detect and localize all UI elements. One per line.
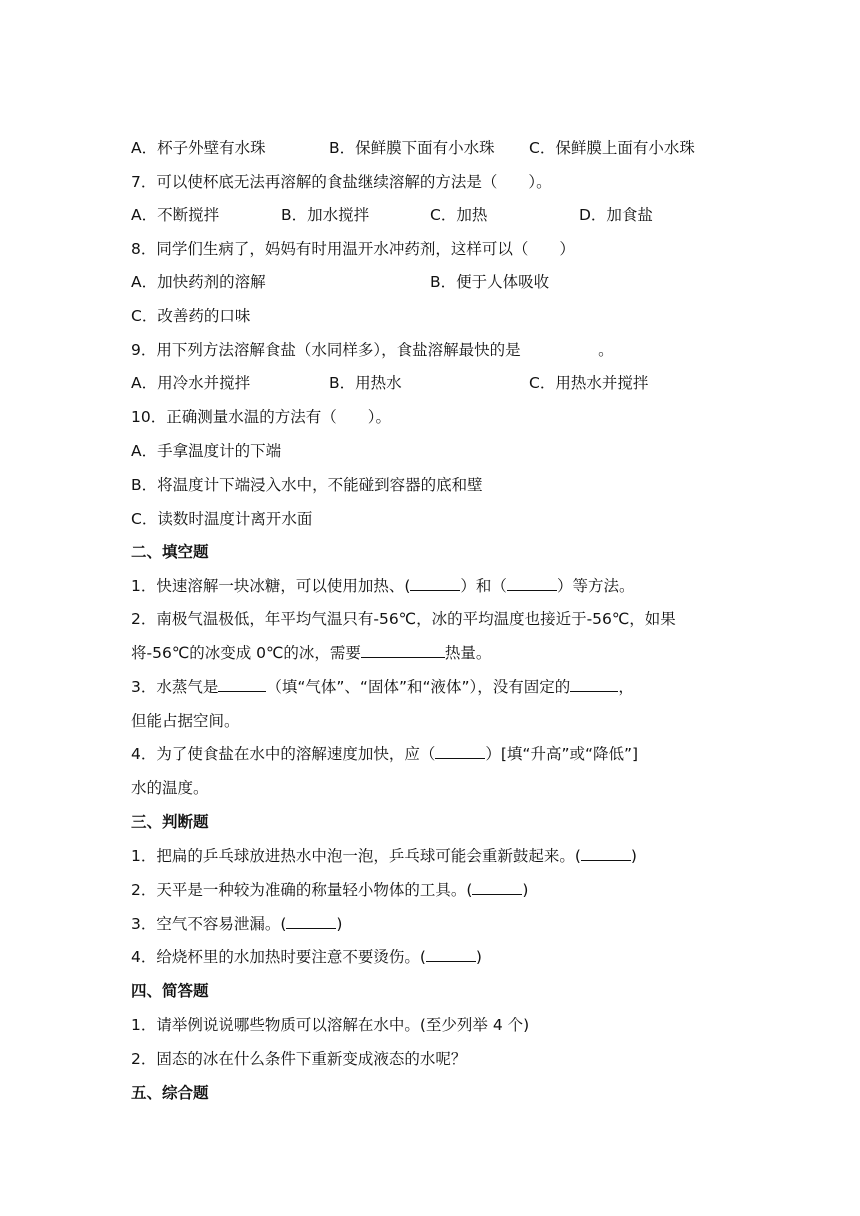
- fill-q1-text-b: ）和（: [460, 577, 507, 595]
- fill-q3-blank-1[interactable]: [218, 677, 266, 692]
- q10-option-c: C．读数时温度计离开水面: [131, 510, 313, 528]
- fill-q3-text-c: ，: [618, 678, 634, 696]
- q7-option-c: C．加热: [430, 206, 488, 224]
- fill-q4-line1: [131, 744, 638, 764]
- fill-q2-line1: 2．南极气温极低，年平均气温只有-56℃，冰的平均温度也接近于-56℃，如果: [131, 610, 676, 628]
- fill-q2-text-b: 热量。: [444, 644, 492, 662]
- q10-stem: 10．正确测量水温的方法有（ ）。: [131, 408, 391, 426]
- fill-q1-blank-2[interactable]: [507, 576, 557, 591]
- judge-q1: [131, 846, 637, 866]
- q6-option-c: C．保鲜膜上面有小水珠: [529, 139, 695, 157]
- q6-option-b: B．保鲜膜下面有小水珠: [329, 139, 495, 157]
- judge-q2-close: ): [522, 881, 529, 899]
- judge-q1-close: ): [630, 847, 637, 865]
- judge-q3-blank[interactable]: [286, 914, 336, 929]
- judge-q3: [131, 914, 342, 934]
- judge-q4-blank[interactable]: [426, 947, 476, 962]
- q6-option-a: A．杯子外壁有水珠: [131, 139, 266, 157]
- judge-q1-blank[interactable]: [581, 846, 631, 861]
- fill-q3-blank-2[interactable]: [570, 677, 618, 692]
- fill-q1: [131, 576, 634, 596]
- q8-option-a: A．加快药剂的溶解: [131, 273, 266, 291]
- q7-stem: 7．可以使杯底无法再溶解的食盐继续溶解的方法是（ ）。: [131, 173, 552, 191]
- q9-option-b: B．用热水: [329, 374, 402, 392]
- judge-q4-text: 4．给烧杯里的水加热时要注意不要烫伤。(: [131, 948, 426, 966]
- q8-option-b: B．便于人体吸收: [430, 273, 550, 291]
- q9-option-c: C．用热水并搅拌: [529, 374, 649, 392]
- judge-q3-text: 3．空气不容易泄漏。(: [131, 915, 287, 933]
- fill-q3-line1: [131, 677, 634, 697]
- short-q2: 2．固态的冰在什么条件下重新变成液态的水呢？: [131, 1050, 467, 1068]
- fill-q3-text-b: （填“气体”、“固体”和“液体”），没有固定的: [266, 678, 571, 696]
- judge-q4: [131, 947, 482, 967]
- judge-q2-blank[interactable]: [472, 880, 522, 895]
- q7-option-a: A．不断搅拌: [131, 206, 220, 224]
- fill-q2-blank[interactable]: [361, 643, 445, 658]
- judge-q1-text: 1．把扁的乒乓球放进热水中泡一泡，乒乓球可能会重新鼓起来。(: [131, 847, 581, 865]
- section-judgment-title: 三、判断题: [131, 813, 209, 831]
- short-q1: 1．请举例说说哪些物质可以溶解在水中。(至少列举 4 个): [131, 1016, 530, 1034]
- fill-q1-text-c: ）等方法。: [556, 577, 635, 595]
- section-fill-in-title: 二、填空题: [131, 543, 209, 561]
- fill-q1-blank-1[interactable]: [410, 576, 460, 591]
- fill-q4-text-a: 4．为了使食盐在水中的溶解速度加快，应（: [131, 745, 436, 763]
- fill-q4-blank[interactable]: [435, 744, 485, 759]
- q9-stem: 9．用下列方法溶解食盐（水同样多），食盐溶解最快的是 。: [131, 341, 614, 359]
- fill-q4-text-b: ）[填“升高”或“降低”]: [485, 745, 639, 763]
- judge-q2-text: 2．天平是一种较为准确的称量轻小物体的工具。(: [131, 881, 473, 899]
- judge-q3-close: ): [336, 915, 343, 933]
- q8-stem: 8．同学们生病了，妈妈有时用温开水冲药剂，这样可以（ ）: [131, 240, 575, 258]
- fill-q2-text-a: 将-56℃的冰变成 0℃的冰，需要: [131, 644, 361, 662]
- judge-q2: [131, 880, 528, 900]
- section-comprehensive-title: 五、综合题: [131, 1084, 209, 1102]
- fill-q3-text-a: 3．水蒸气是: [131, 678, 219, 696]
- fill-q1-text-a: 1．快速溶解一块冰糖，可以使用加热、(: [131, 577, 411, 595]
- q7-option-b: B．加水搅拌: [281, 206, 370, 224]
- q10-option-b: B．将温度计下端浸入水中，不能碰到容器的底和壁: [131, 476, 483, 494]
- q9-option-a: A．用冷水并搅拌: [131, 374, 251, 392]
- q8-option-c: C．改善药的口味: [131, 307, 251, 325]
- section-short-answer-title: 四、简答题: [131, 982, 209, 1000]
- judge-q4-close: ): [475, 948, 482, 966]
- fill-q4-line2: 水的温度。: [131, 779, 209, 797]
- fill-q3-line2: 但能占据空间。: [131, 712, 240, 730]
- fill-q2-line2: [131, 643, 491, 663]
- q10-option-a: A．手拿温度计的下端: [131, 442, 282, 460]
- q7-option-d: D．加食盐: [579, 206, 653, 224]
